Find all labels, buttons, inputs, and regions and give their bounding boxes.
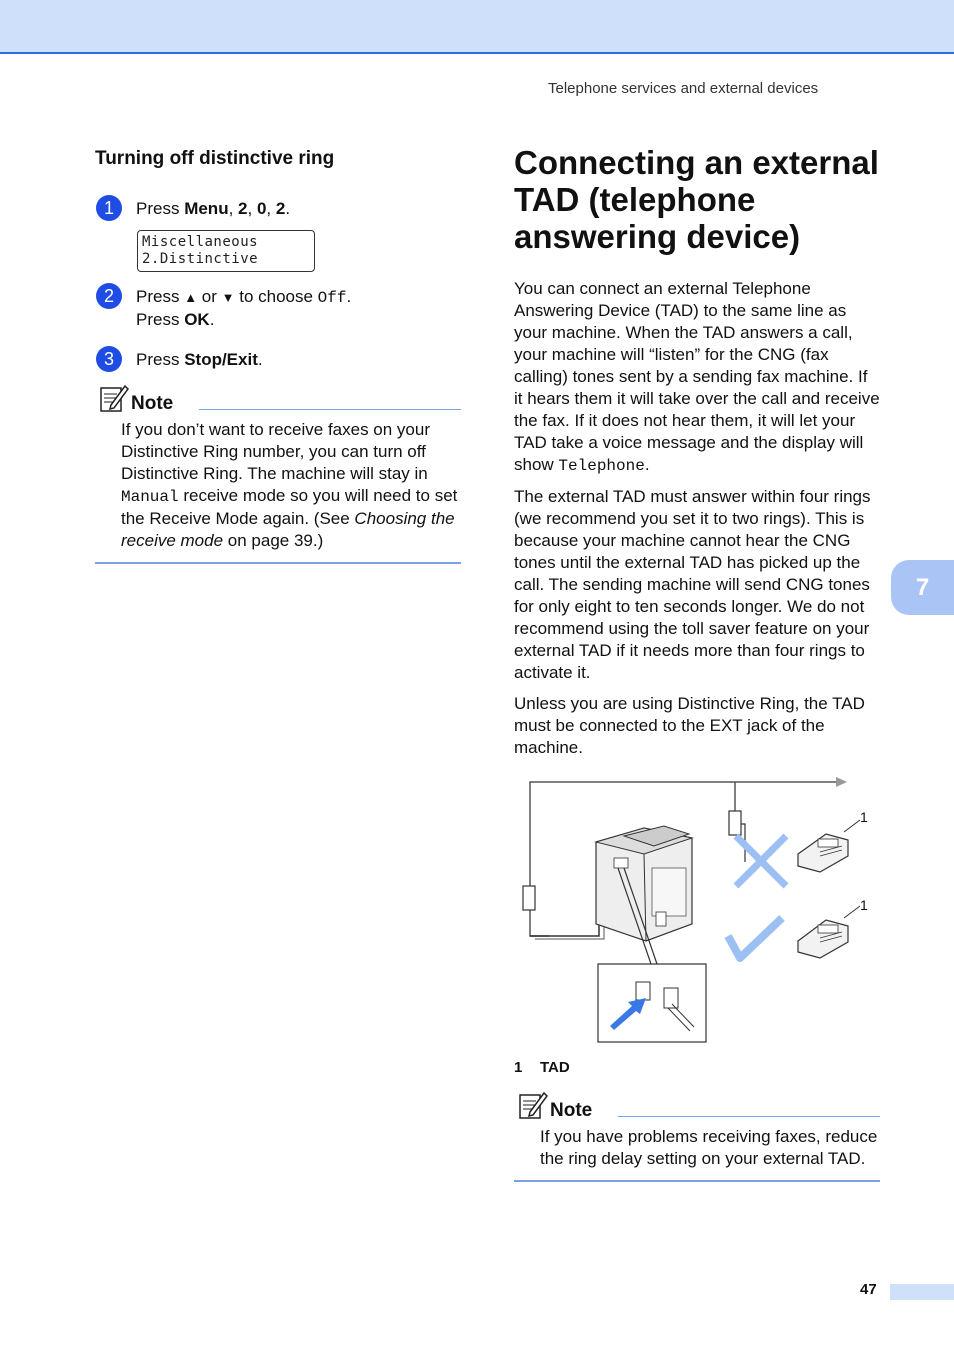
main-title: Connecting an external TAD (telephone answering device)	[514, 144, 879, 255]
period: .	[644, 455, 650, 474]
note-title: Note	[131, 393, 174, 414]
left-column	[95, 148, 461, 564]
period: .	[346, 287, 352, 306]
note-text-part: receive mode so you will need to set the Receive Mode again. (See	[121, 486, 458, 528]
lcd-line-1: Miscellaneous	[142, 234, 259, 250]
callout-label: 1	[860, 809, 868, 825]
separator: ,	[266, 199, 276, 218]
note-text-part: If you don’t want to receive faxes on your Distinctive Ring number, you can turn off Distinctive Ring. The machine will stay in	[121, 420, 431, 483]
telephone-display-value: Telephone	[558, 457, 645, 475]
tad-device-bottom-icon	[798, 920, 848, 958]
down-arrow-icon: ▼	[221, 290, 235, 305]
caption-number: 1	[514, 1059, 523, 1076]
top-header-band	[0, 0, 954, 54]
period: .	[209, 310, 215, 329]
manual-mode: Manual	[121, 488, 179, 506]
separator: ,	[228, 199, 239, 218]
note-rule	[618, 1116, 880, 1117]
period: .	[257, 350, 263, 369]
correct-check-icon	[728, 918, 782, 958]
step-number: 1	[96, 195, 122, 221]
step-1	[95, 198, 461, 272]
page-number: 47	[860, 1281, 877, 1298]
separator: ,	[247, 199, 257, 218]
paragraph-3: Unless you are using Distinctive Ring, the TAD must be connected to the EXT jack of the machine.	[514, 694, 865, 757]
note-bottom-rule	[95, 562, 461, 564]
key-0: 0	[256, 199, 267, 218]
step-text: to choose	[234, 287, 318, 306]
right-column	[514, 144, 880, 1182]
connection-diagram	[514, 776, 880, 1046]
cross-reference: Choosing the receive mode	[121, 509, 455, 550]
note-title: Note	[550, 1100, 593, 1121]
step-3	[95, 349, 461, 371]
section-title: Turning off distinctive ring	[95, 148, 335, 169]
wall-jack-left-icon	[523, 886, 535, 910]
note-header	[95, 387, 461, 419]
menu-key: Menu	[184, 199, 229, 218]
off-value: Off	[317, 289, 347, 307]
stop-exit-key: Stop/Exit	[184, 350, 258, 369]
step-text: Press	[136, 350, 185, 369]
key-2b: 2	[275, 199, 286, 218]
ok-key: OK	[184, 310, 210, 329]
lcd-line-2: 2.Distinctive	[142, 251, 259, 267]
note-box	[514, 1094, 880, 1182]
note-bottom-rule	[514, 1180, 880, 1182]
step-text: Press	[136, 199, 185, 218]
fax-machine-icon	[596, 826, 692, 941]
running-header: Telephone services and external devices	[548, 80, 819, 97]
wall-jack-top-icon	[729, 811, 741, 835]
note-header	[514, 1094, 880, 1126]
note-pencil-icon	[518, 1090, 548, 1120]
wrong-x-icon	[736, 836, 786, 886]
figure-caption	[514, 1059, 880, 1076]
connection-diagram-svg	[514, 776, 880, 1046]
key-2: 2	[238, 199, 248, 218]
page-number-bar	[890, 1284, 954, 1300]
tad-device-top-icon	[798, 834, 848, 872]
line-jack-icon	[664, 988, 678, 1008]
lcd-display	[137, 230, 315, 272]
line-arrow-icon	[836, 777, 847, 787]
note-pencil-icon	[99, 383, 129, 413]
step-text: Press	[136, 287, 185, 306]
step-text: or	[197, 287, 222, 306]
caption-label: TAD	[540, 1059, 570, 1076]
note-text-part: on page 39.)	[223, 531, 324, 550]
paragraph-text: You can connect an external Telephone Answering Device (TAD) to the same line as your machine. When the TAD answers a call, your machine will “listen” for the CNG (fax calling) tones sent by a sending fax machine. If it hears them it will take over the call and receive the fax. If it does not hear them, it will let your TAD take a voice message and the display will show	[514, 279, 880, 474]
chapter-tab: 7	[891, 560, 954, 615]
note-box	[95, 387, 461, 564]
step-number: 2	[96, 283, 122, 309]
note-text: If you have problems receiving faxes, reduce the ring delay setting on your external TAD.	[540, 1127, 878, 1168]
paragraph-1	[514, 278, 880, 477]
step-2	[95, 286, 461, 331]
period: .	[285, 199, 291, 218]
note-rule	[199, 409, 461, 410]
step-number: 3	[96, 346, 122, 372]
up-arrow-icon: ▲	[184, 290, 198, 305]
callout-label: 1	[860, 897, 868, 913]
note-text	[95, 419, 461, 552]
ext-jack-icon	[636, 982, 650, 1000]
paragraph-2: The external TAD must answer within four rings (we recommend you set it to two rings). This is because your machine cannot hear the CNG tones until the external TAD has picked up the call. The sending machine will send CNG tones for only eight to ten seconds longer. We do not recommend using the toll saver feature on your external TAD if it needs more than four rings to activate it.	[514, 487, 871, 682]
step-text: Press	[136, 310, 185, 329]
